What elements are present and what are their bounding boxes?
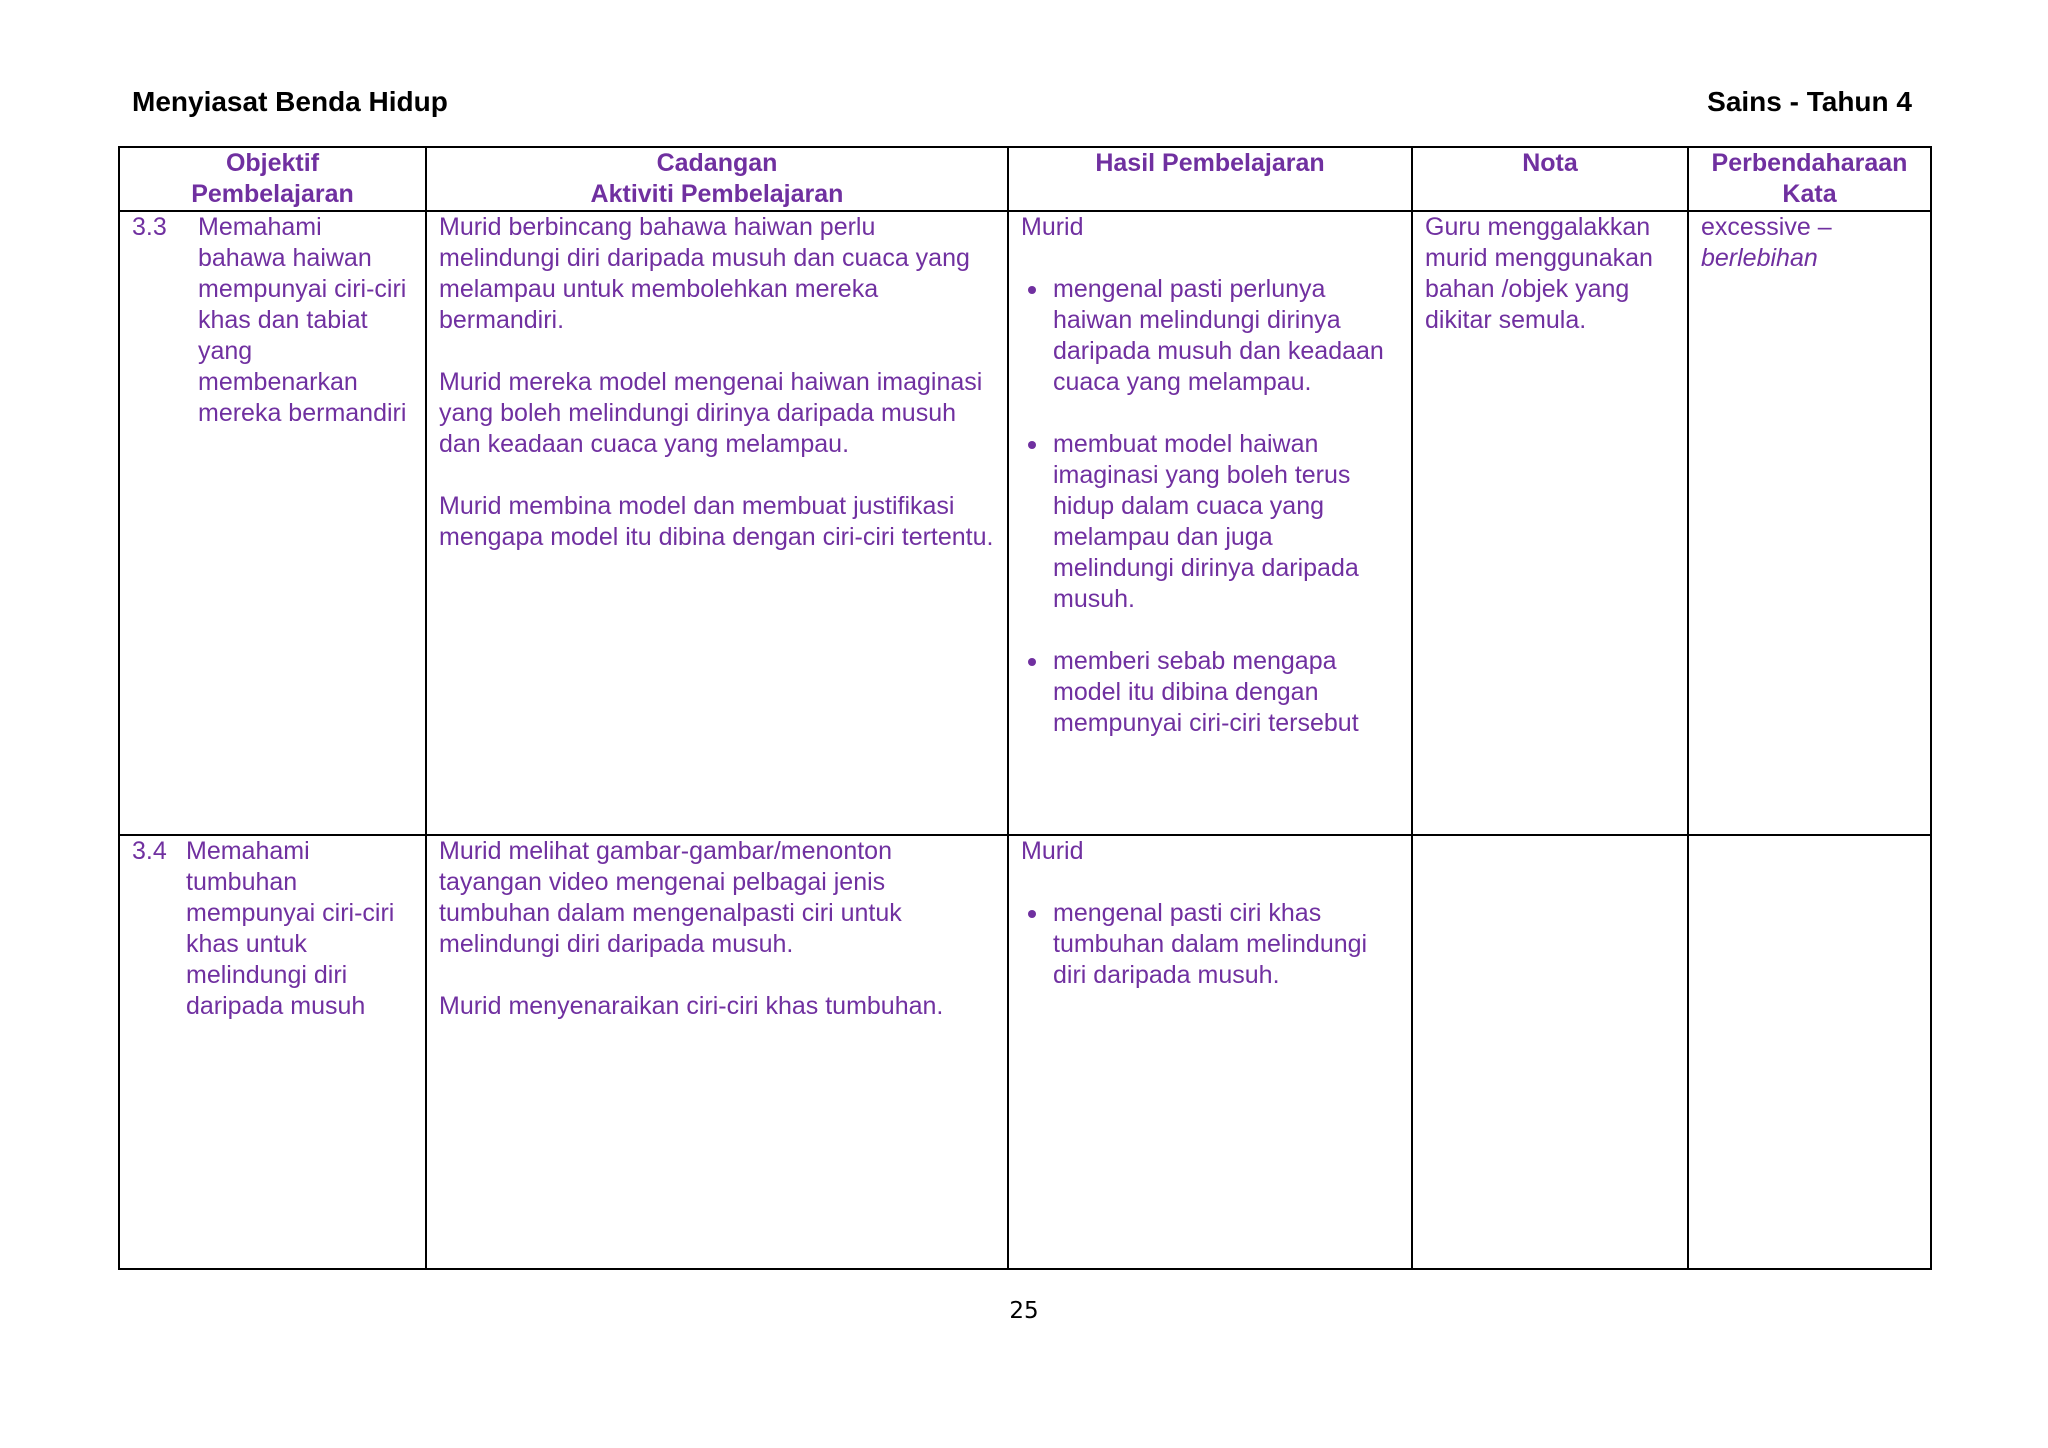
header-objektif: Objektif Pembelajaran <box>119 147 426 211</box>
outcomes-cell <box>1008 211 1412 835</box>
subject-year: Sains - Tahun 4 <box>1707 86 1912 117</box>
nota-cell <box>1412 835 1688 1269</box>
objective-text: Memahami bahawa haiwan mempunyai ciri-ciri khas dan tabiat yang membenarkan mereka bermandiri <box>198 213 407 427</box>
page-header <box>132 86 1912 126</box>
header-perbendaharaan: Perbendaharaan Kata <box>1688 147 1931 211</box>
activity-paragraph: Murid melihat gambar-gambar/menonton tayangan video mengenai pelbagai jenis tumbuhan dalam mengenalpasti ciri untuk melindungi diri daripada musuh. <box>439 837 902 958</box>
activity-paragraph: Murid membina model dan membuat justifikasi mengapa model itu dibina dengan ciri-ciri tertentu. <box>439 492 994 551</box>
outcome-item: mengenal pasti perlunya haiwan melindungi dirinya daripada musuh dan keadaan cuaca yang melampau. <box>1021 274 1399 398</box>
nota-cell <box>1412 211 1688 835</box>
page-title: Menyiasat Benda Hidup <box>132 86 448 117</box>
outcomes-intro: Murid <box>1021 213 1084 241</box>
objective-number: 3.4 <box>132 837 167 865</box>
outcomes-list <box>1021 274 1399 739</box>
activity-paragraph: Murid mereka model mengenai haiwan imaginasi yang boleh melindungi dirinya daripada musuh dan keadaan cuaca yang melampau. <box>439 368 983 458</box>
activities-cell <box>426 835 1008 1269</box>
objective-text: Memahami tumbuhan mempunyai ciri-ciri khas untuk melindungi diri daripada musuh <box>186 837 395 1020</box>
outcomes-list <box>1021 898 1399 991</box>
vocab-cell <box>1688 835 1931 1269</box>
vocab-term: excessive – <box>1701 213 1832 241</box>
lesson-plan-table <box>118 146 1932 1270</box>
table-row <box>119 211 1931 835</box>
activities-cell <box>426 211 1008 835</box>
table-header-row <box>119 147 1931 211</box>
table-row <box>119 835 1931 1269</box>
vocab-cell <box>1688 211 1931 835</box>
activity-paragraph: Murid menyenaraikan ciri-ciri khas tumbuhan. <box>439 992 944 1020</box>
header-cadangan: Cadangan Aktiviti Pembelajaran <box>426 147 1008 211</box>
outcomes-cell <box>1008 835 1412 1269</box>
vocab-meaning: berlebihan <box>1701 244 1818 272</box>
page-number: 25 <box>1009 1298 1039 1324</box>
nota-text: Guru menggalakkan murid menggunakan bahan /objek yang dikitar semula. <box>1425 213 1653 334</box>
outcome-item: membuat model haiwan imaginasi yang boleh terus hidup dalam cuaca yang melampau dan juga melindungi dirinya daripada musuh. <box>1021 429 1399 615</box>
objective-cell <box>119 211 426 835</box>
outcomes-intro: Murid <box>1021 837 1084 865</box>
header-nota: Nota <box>1412 147 1688 211</box>
objective-cell <box>119 835 426 1269</box>
outcome-item: memberi sebab mengapa model itu dibina dengan mempunyai ciri-ciri tersebut <box>1021 646 1399 739</box>
header-hasil: Hasil Pembelajaran <box>1008 147 1412 211</box>
objective-number: 3.3 <box>132 213 167 241</box>
activity-paragraph: Murid berbincang bahawa haiwan perlu melindungi diri daripada musuh dan cuaca yang melampau untuk membolehkan mereka bermandiri. <box>439 213 970 334</box>
outcome-item: mengenal pasti ciri khas tumbuhan dalam melindungi diri daripada musuh. <box>1021 898 1399 991</box>
